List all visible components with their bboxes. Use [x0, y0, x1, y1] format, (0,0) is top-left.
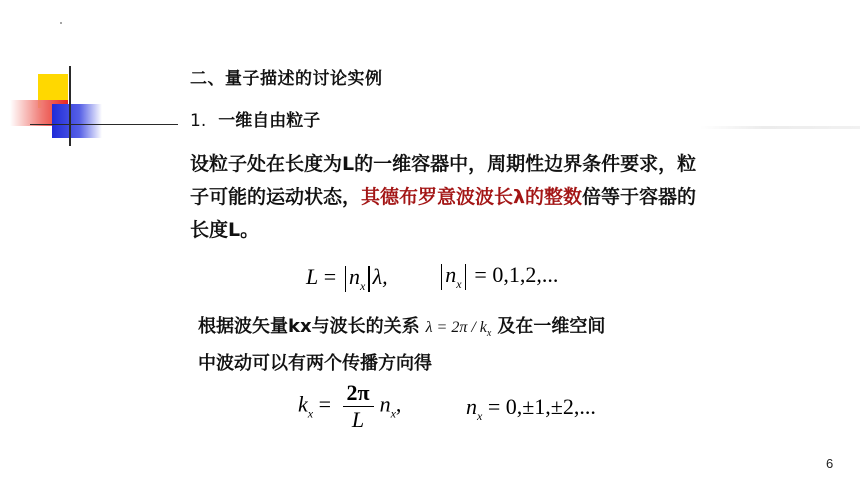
decorative-blue-square	[52, 104, 102, 138]
subsection-heading	[190, 106, 320, 131]
paragraph-highlight: 其德布罗意波波长λ的整数	[361, 186, 583, 208]
subsection-number: 1.	[190, 111, 207, 131]
page-number: 6	[826, 456, 834, 471]
decorative-horizontal-line	[30, 124, 178, 125]
paragraph2-text-a: 根据波矢量kx与波长的关系	[198, 316, 420, 337]
equation-wavelength: $L = n_x$ λ,	[306, 264, 388, 293]
paragraph2-text-b: 及在一维空间	[497, 316, 606, 337]
decorative-right-rule	[700, 126, 860, 129]
decorative-vertical-line	[69, 66, 71, 146]
paragraph-text-1: 设粒子处在长度为L的一维容器中，周期性边界条件要求，粒子可能的运动状态，	[190, 153, 697, 208]
paragraph2-line2: 中波动可以有两个传播方向得	[198, 353, 432, 374]
body-paragraph	[190, 148, 710, 247]
decorative-dot	[60, 22, 62, 24]
fraction: $\frac{2\pi}{L}$	[343, 380, 374, 433]
subsection-title: 一维自由粒子	[218, 111, 321, 131]
inline-equation: $\lambda = 2\pi / k_x$	[425, 319, 492, 339]
body-paragraph-2	[198, 312, 605, 379]
equation-n-values: $n_x = 0,1,2$,...	[438, 262, 558, 292]
equation-wavevector: $k_x$ = $\frac{2\pi}{L}$ $n_x$,	[298, 380, 402, 432]
section-heading: 二、量子描述的讨论实例	[190, 69, 383, 89]
paragraph-text-2: 倍等于容器的长度L。	[190, 186, 697, 241]
equation-n-range: $n_x = 0,\pm 1,\pm 2$,...	[466, 394, 596, 423]
